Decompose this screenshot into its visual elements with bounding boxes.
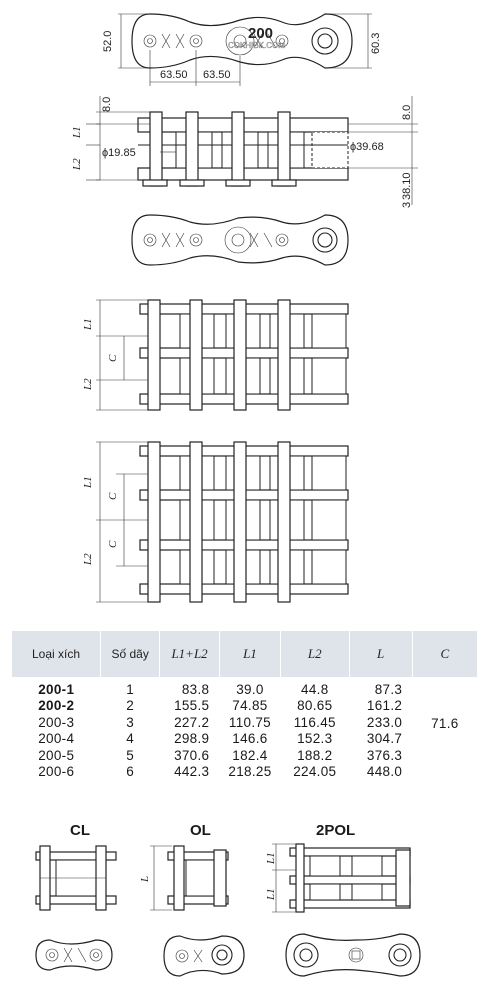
table-row: [12, 747, 478, 764]
cell-type: 200-3: [38, 714, 75, 730]
pol-plate-view: [286, 934, 420, 976]
cell-l: 87.3: [374, 681, 403, 697]
header-strands: Số dãy: [100, 631, 159, 677]
dim-pitch-b: 63.50: [203, 69, 231, 81]
dim-top-offset: 8.0: [101, 96, 113, 112]
header-l2: L2: [281, 631, 349, 677]
cell-l1: 146.6: [232, 731, 268, 747]
dim-roller-dia: ϕ39.68: [350, 141, 384, 153]
cell-l2: 152.3: [297, 731, 333, 747]
cell-l1l2: 442.3: [174, 764, 210, 780]
double-strand-view: [82, 300, 348, 410]
cell-l2: 44.8: [301, 681, 329, 697]
ol-side-view: [139, 846, 228, 910]
plate-view-two: [132, 215, 348, 265]
cell-l1: 182.4: [232, 747, 268, 763]
cell-strands: 6: [126, 764, 135, 780]
label-cl: CL: [70, 822, 90, 839]
cell-l1: 218.25: [228, 764, 272, 780]
cell-l1l2: 370.6: [174, 747, 210, 763]
header-c: C: [412, 631, 477, 677]
dim-c-triple-a: C: [107, 492, 119, 500]
cell-strands: 1: [126, 681, 135, 697]
cell-type: 200-5: [38, 747, 75, 763]
cell-l: 233.0: [366, 714, 403, 730]
dim-pin-dia: ϕ19.85: [102, 147, 136, 159]
watermark-number: 200: [248, 25, 274, 42]
dim-height-left: 52.0: [102, 30, 114, 52]
cell-strands: 5: [126, 747, 135, 763]
table-header-row: [12, 631, 478, 677]
cell-l2: 224.05: [293, 764, 337, 780]
header-l1-l2: L1+L2: [160, 631, 220, 677]
cell-l1l2: 298.9: [174, 731, 210, 747]
dim-pitch-a: 63.50: [160, 69, 188, 81]
cell-l2: 80.65: [297, 698, 333, 714]
label-ol: OL: [190, 822, 211, 839]
dim-pol-l1-b: L1: [265, 888, 277, 900]
triple-strand-view: [82, 442, 348, 602]
cell-type: 200-6: [38, 764, 75, 780]
table-row: [12, 677, 478, 698]
cell-strands: 3: [126, 714, 135, 730]
cell-l1: 39.0: [236, 681, 264, 697]
cell-l1l2: 227.2: [174, 714, 210, 730]
table-row: [12, 698, 478, 715]
cell-l: 161.2: [366, 698, 403, 714]
dim-c-triple-b: C: [107, 540, 119, 548]
spec-table: [12, 631, 478, 780]
dim-height-right: 60.3: [370, 32, 382, 54]
ol-plate-view: [164, 936, 244, 976]
cell-type: 200-1: [38, 681, 75, 697]
cell-type: 200-4: [38, 731, 75, 747]
table-row: [12, 764, 478, 781]
dim-l2-double: L2: [82, 378, 94, 390]
side-view-single: [138, 112, 348, 186]
dim-l2-triple: L2: [82, 553, 94, 565]
dim-ol-l: L: [139, 875, 151, 882]
cell-l1: 74.85: [232, 698, 268, 714]
dim-l2-side: L2: [71, 158, 83, 170]
dim-l1-side: L1: [71, 126, 83, 138]
cell-l: 448.0: [366, 764, 403, 780]
cell-strands: 4: [126, 731, 135, 747]
header-l1: L1: [219, 631, 280, 677]
cell-c: 71.6: [431, 715, 459, 731]
header-l: L: [349, 631, 412, 677]
cell-l1l2: 155.5: [174, 698, 210, 714]
cl-side-view: [36, 846, 116, 910]
cell-l1l2: 83.8: [181, 681, 210, 697]
cell-l: 304.7: [366, 731, 403, 747]
cell-l2: 116.45: [293, 714, 336, 730]
cell-l1: 110.75: [228, 714, 271, 730]
cell-strands: 2: [126, 698, 135, 714]
cell-type: 200-2: [38, 698, 75, 714]
pol-side-view: [265, 844, 410, 912]
dim-bottom-prefix: 3: [401, 201, 413, 208]
table-row: [12, 714, 478, 731]
dim-l1-triple: L1: [82, 476, 94, 488]
header-chain-type: Loại xích: [12, 631, 100, 677]
watermark-site: COKHIBK.COM: [228, 41, 285, 50]
cl-plate-view: [36, 940, 112, 970]
dim-bottom-value: 38.10: [401, 172, 413, 200]
cell-l2: 188.2: [297, 747, 333, 763]
dim-l1-double: L1: [82, 318, 94, 330]
dim-c-double: C: [107, 354, 119, 362]
cell-l: 376.3: [366, 747, 403, 763]
label-2pol: 2POL: [316, 822, 356, 839]
table-row: [12, 731, 478, 748]
dim-right-offset: 8.0: [401, 104, 413, 120]
dim-pol-l1-a: L1: [265, 852, 277, 864]
